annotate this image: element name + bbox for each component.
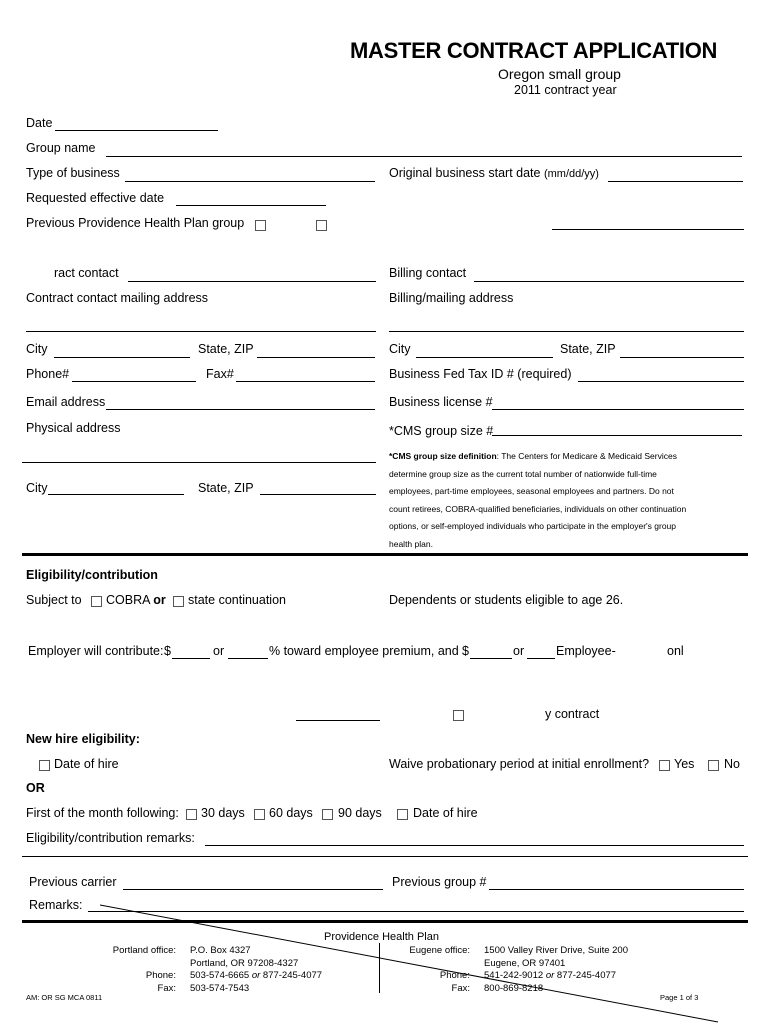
- original-start-label: Original business start date (mm/dd/yy): [389, 166, 599, 180]
- contract-year: 2011 contract year: [514, 83, 617, 97]
- eugene-values: 1500 Valley River Drive, Suite 200 Eugene, OR 97401 541-242-9012 or 877-245-4077 800-869-8218: [484, 945, 628, 994]
- eugene-labels: Eugene office: Phone: Fax:: [409, 945, 470, 994]
- or-label-2: or: [513, 644, 525, 658]
- date-of-hire-label: Date of hire: [54, 757, 119, 771]
- 60-days-label: 60 days: [269, 806, 313, 820]
- company-name: Providence Health Plan: [324, 931, 439, 943]
- or-label: or: [213, 644, 225, 658]
- physical-state-label: State, ZIP: [198, 481, 254, 495]
- waive-label: Waive probationary period at initial enrollment?: [389, 757, 650, 771]
- physical-city-label: City: [26, 481, 48, 495]
- employee-dash-label: Employee-: [556, 644, 616, 658]
- cms-size-label: *CMS group size #: [389, 424, 494, 438]
- billing-city-label: City: [389, 342, 411, 356]
- phone-label: Phone#: [26, 367, 70, 381]
- contract-contact-label: ract contact: [54, 266, 119, 280]
- contract-mailing-label: Contract contact mailing address: [26, 291, 209, 305]
- y-contract-label: y contract: [545, 707, 600, 721]
- dollar-sign: $: [164, 644, 171, 658]
- cobra-label: COBRA or: [106, 593, 166, 607]
- billing-mailing-label: Billing/mailing address: [389, 291, 514, 305]
- page-number: Page 1 of 3: [660, 993, 699, 1002]
- license-label: Business license #: [389, 395, 493, 409]
- first-month-label: First of the month following:: [26, 806, 179, 820]
- billing-state-label: State, ZIP: [560, 342, 616, 356]
- eligibility-heading: Eligibility/contribution: [26, 568, 158, 582]
- group-name-label: Group name: [26, 141, 96, 155]
- page-title: MASTER CONTRACT APPLICATION: [350, 38, 718, 63]
- type-of-business-label: Type of business: [26, 166, 120, 180]
- pct-toward-label: % toward employee premium, and: [269, 644, 459, 658]
- waive-no-label: No: [724, 757, 740, 771]
- requested-effective-label: Requested effective date: [26, 191, 165, 205]
- contract-city-label: City: [26, 342, 48, 356]
- fax-label: Fax#: [206, 367, 234, 381]
- dollar-sign-2: $: [462, 644, 469, 658]
- subject-to-label: Subject to: [26, 593, 82, 607]
- waive-yes-label: Yes: [674, 757, 695, 771]
- or-heading: OR: [26, 781, 45, 795]
- fed-tax-label: Business Fed Tax ID # (required): [389, 367, 572, 381]
- previous-carrier-label: Previous carrier: [29, 875, 117, 889]
- page-subtitle: Oregon small group: [498, 66, 621, 82]
- previous-plan-label: Previous Providence Health Plan group: [26, 216, 245, 230]
- billing-contact-label: Billing contact: [389, 266, 467, 280]
- physical-address-label: Physical address: [26, 421, 121, 435]
- employer-contrib-label: Employer will contribute:: [28, 644, 164, 658]
- first-month-date-of-hire-label: Date of hire: [413, 806, 478, 820]
- date-label: Date: [26, 116, 53, 130]
- 30-days-label: 30 days: [201, 806, 245, 820]
- previous-group-label: Previous group #: [392, 875, 487, 889]
- onl-label: onl: [667, 644, 684, 658]
- remarks-label: Remarks:: [29, 898, 83, 912]
- portland-values: P.O. Box 4327 Portland, OR 97208-4327 503-574-6665 or 877-245-4077 503-574-7543: [190, 945, 323, 994]
- 90-days-label: 90 days: [338, 806, 382, 820]
- email-label: Email address: [26, 395, 106, 409]
- contract-state-label: State, ZIP: [198, 342, 254, 356]
- dependents-label: Dependents or students eligible to age 26.: [389, 593, 624, 607]
- portland-labels: Portland office: Phone: Fax:: [112, 945, 176, 994]
- cms-definition: *CMS group size definition: The Centers for Medicare & Medicaid Services determine group size as the current total number of nationwide full-time employees, part-time employees, seasonal employees and partners. Do not count retirees, COBRA-qualified beneficiaries, individuals on other continuation options, or self-employed individuals who participate in the employer's group health plan.: [389, 451, 687, 549]
- state-continuation-label: state continuation: [188, 593, 286, 607]
- new-hire-heading: New hire eligibility:: [26, 732, 140, 746]
- form-code: AM: OR SG MCA 0811: [26, 993, 103, 1002]
- eligibility-remarks-label: Eligibility/contribution remarks:: [26, 831, 195, 845]
